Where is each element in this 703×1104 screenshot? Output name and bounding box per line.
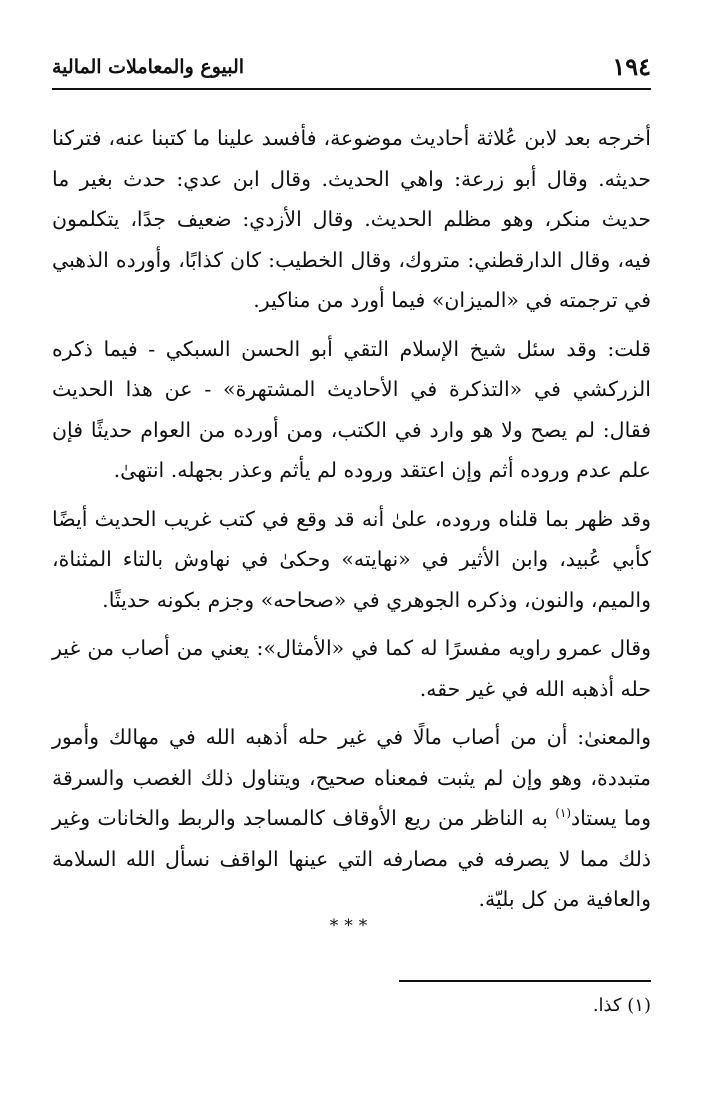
running-title: البيوع والمعاملات المالية bbox=[52, 56, 245, 78]
paragraph-4: وقال عمرو راويه مفسرًا له كما في «الأمثال»: يعني من أصاب من غير حله أذهبه الله في غير حقه. bbox=[52, 636, 651, 701]
footnote-reference: (١) bbox=[555, 806, 572, 821]
running-head bbox=[52, 52, 651, 86]
paragraph-5 bbox=[52, 717, 651, 920]
section-separator: *** bbox=[329, 916, 374, 936]
paragraph-3: وقد ظهر بما قلناه وروده، علىٰ أنه قد وقع في كتب غريب الحديث أيضًا كأبي عُبيد، وابن الأثير في «نهايته» وحكىٰ في نهاوش بالتاء المثناة، والميم، والنون، وذكره الجوهري في «صحاحه» وجزم بكونه حديثًا. bbox=[52, 506, 651, 612]
body-text bbox=[52, 118, 651, 928]
footnote-1: (١) كذا. bbox=[592, 995, 651, 1016]
page-number: ١٩٤ bbox=[612, 52, 651, 81]
paragraph-5-tail: به الناظر من ريع الأوقاف كالمساجد والربط والخانات وغير ذلك مما لا يصرفه في مصارفه التي عينها الواقف نسأل الله السلامة والعافية من كل بليّة. bbox=[52, 806, 651, 911]
paragraph-1: أخرجه بعد لابن عُلاثة أحاديث موضوعة، فأفسد علينا ما كتبنا عنه، فتركنا حديثه. وقال أبو زرعة: واهي الحديث. وقال ابن عدي: حدث بغير ما حديث منكر، وهو مظلم الحديث. وقال الأزدي: ضعيف جدًا، يتكلمون فيه، وقال الدارقطني: متروك، وقال الخطيب: كان كذابًا، وأورده الذهبي في ترجمته في «الميزان» فيما أورد من مناكير. bbox=[52, 126, 651, 312]
paragraph-5-head: والمعنىٰ: أن من أصاب مالًا في غير حله أذهبه الله في مهالك وأمور متبددة، وهو وإن لم يثبت فمعناه صحيح، ويتناول ذلك الغصب والسرقة وما يستاد bbox=[52, 725, 651, 830]
paragraph-2: قلت: وقد سئل شيخ الإسلام التقي أبو الحسن السبكي - فيما ذكره الزركشي في «التذكرة في الأحاديث المشتهرة» - عن هذا الحديث فقال: لم يصح ولا هو وارد في الكتب، ومن أورده من العوام حديثًا فإن علم عدم وروده أثم وإن اعتقد وروده لم يأثم وعذر بجهله. انتهىٰ. bbox=[52, 336, 651, 482]
footnote-rule bbox=[399, 980, 651, 982]
header-rule bbox=[52, 88, 651, 90]
